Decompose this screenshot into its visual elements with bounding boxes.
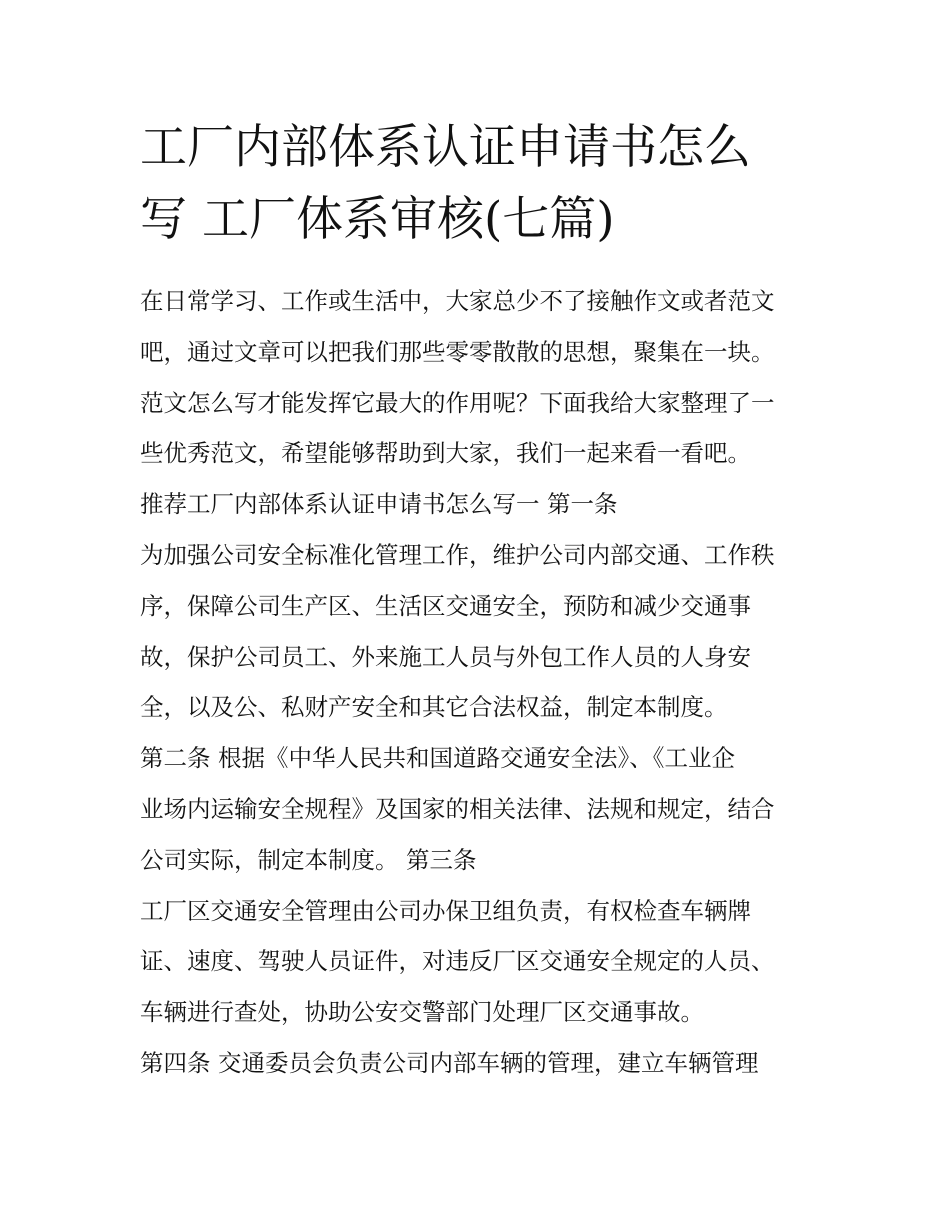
body-line: 故，保护公司员工、外来施工人员与外包工作人员的人身安 bbox=[140, 642, 751, 671]
body-line: 第四条 交通委员会负责公司内部车辆的管理，建立车辆管理 bbox=[140, 1048, 759, 1077]
section-heading-line: 推荐工厂内部体系认证申请书怎么写一 第一条 bbox=[140, 490, 618, 519]
body-line: 证、速度、驾驶人员证件，对违反厂区交通安全规定的人员、 bbox=[140, 947, 775, 976]
body-line: 全，以及公、私财产安全和其它合法权益，制定本制度。 bbox=[140, 693, 728, 722]
body-line: 序，保障公司生产区、生活区交通安全，预防和减少交通事 bbox=[140, 591, 751, 620]
body-line: 公司实际，制定本制度。 第三条 bbox=[140, 845, 477, 874]
body-line: 吧，通过文章可以把我们那些零零散散的思想，聚集在一块。 bbox=[140, 337, 775, 366]
title-line-2: 写 工厂体系审核(七篇) bbox=[140, 192, 615, 247]
body-line: 些优秀范文，希望能够帮助到大家，我们一起来看一看吧。 bbox=[140, 439, 751, 468]
title-line-1: 工厂内部体系认证申请书怎么 bbox=[140, 120, 751, 175]
body-line: 为加强公司安全标准化管理工作，维护公司内部交通、工作秩 bbox=[140, 540, 775, 569]
body-line: 在日常学习、工作或生活中，大家总少不了接触作文或者范文 bbox=[140, 287, 775, 315]
body-line: 车辆进行查处，协助公安交警部门处理厂区交通事故。 bbox=[140, 998, 704, 1027]
document-body bbox=[140, 276, 820, 1089]
body-line: 第二条 根据《中华人民共和国道路交通安全法》、《工业企 bbox=[140, 744, 735, 773]
body-line: 业场内运输安全规程》及国家的相关法律、法规和规定，结合 bbox=[140, 794, 775, 823]
body-line: 工厂区交通安全管理由公司办保卫组负责，有权检查车辆牌 bbox=[140, 896, 751, 925]
document-title bbox=[140, 112, 820, 256]
body-line: 范文怎么写才能发挥它最大的作用呢？下面我给大家整理了一 bbox=[140, 388, 775, 417]
